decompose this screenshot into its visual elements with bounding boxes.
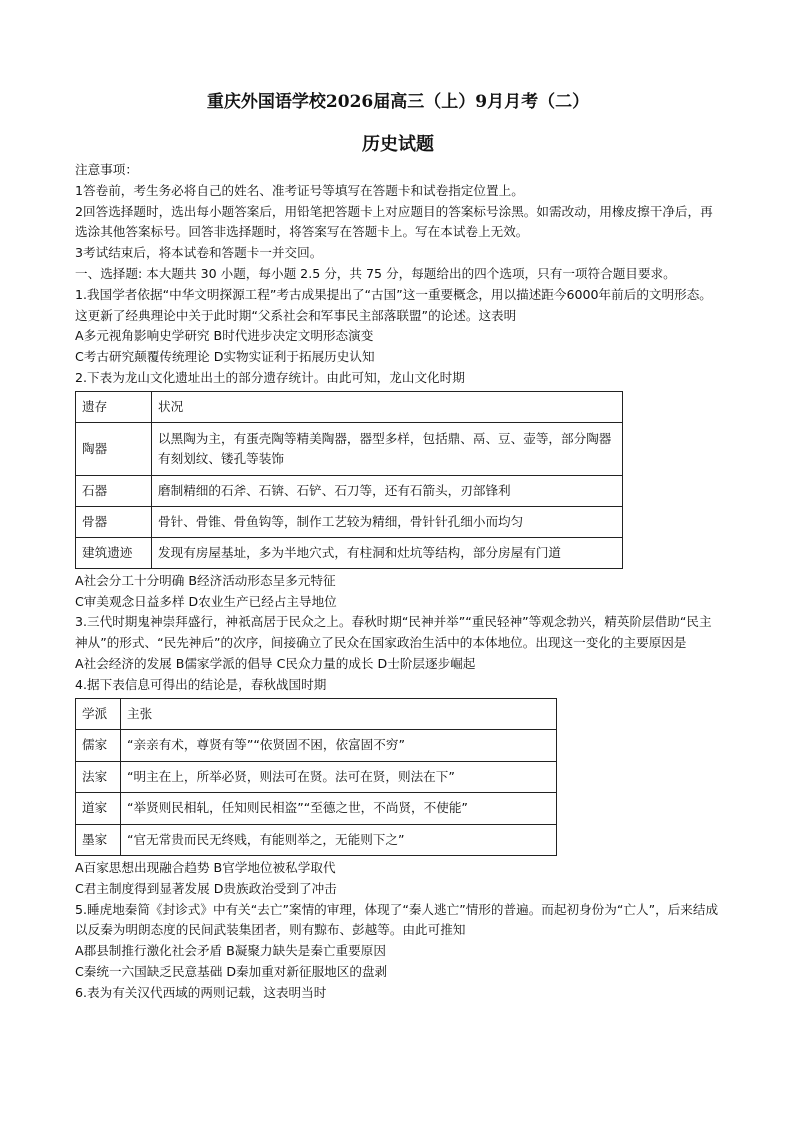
q4-table bbox=[75, 698, 557, 857]
exam-subtitle: 历史试题 bbox=[362, 134, 434, 155]
q4-stem: 4.据下表信息可得出的结论是，春秋战国时期 bbox=[75, 676, 327, 692]
table-header-cell: 状况 bbox=[152, 391, 623, 422]
table-row bbox=[76, 793, 557, 825]
section-heading: 一、选择题: 本大题共 30 小题，每小题 2.5 分，共 75 分，每题给出的四个选项，只有一项符合题目要求。 bbox=[75, 265, 676, 281]
q2-options-ab: A社会分工十分明确 B经济活动形态呈多元特征 bbox=[75, 572, 336, 588]
q1-stem: 1.我国学者依据“中华文明探源工程”考古成果提出了“古国”这一重要概念，用以描述距今6000年前后的文明形态。这更新了经典理论中关于此时期“父系社会和军事民主部落联盟”的论述。这表明 bbox=[75, 286, 712, 323]
table-row bbox=[76, 422, 623, 475]
note-item-2: 2回答选择题时，选出每小题答案后，用铅笔把答题卡上对应题目的答案标号涂黑。如需改动，用橡皮擦干净后，再选涂其他答案标号。回答非选择题时，将答案写在答题卡上。写在本试卷上无效。 bbox=[75, 203, 713, 240]
notes-heading: 注意事项： bbox=[75, 162, 138, 177]
table-cell: 以黑陶为主，有蛋壳陶等精美陶器，器型多样，包括鼎、鬲、豆、壶等，部分陶器有刻划纹、镂孔等装饰 bbox=[152, 422, 623, 475]
table-cell: “官无常贵而民无终贱，有能则举之，无能则下之” bbox=[121, 824, 557, 856]
q6-stem: 6.表为有关汉代西域的两则记载，这表明当时 bbox=[75, 984, 327, 1000]
table-cell: 骨器 bbox=[76, 506, 152, 537]
table-row bbox=[76, 761, 557, 793]
q5-stem: 5.睡虎地秦简《封诊式》中有关“去亡”案情的审理，体现了“秦人逃亡”情形的普遍。而起初身份为“亡人”，后来结成以反秦为明朗态度的民间武装集团者，则有黥布、彭越等。由此可推知 bbox=[75, 901, 719, 938]
q4-options-cd: C君主制度得到显著发展 D贵族政治受到了冲击 bbox=[75, 880, 337, 896]
table-cell: 石器 bbox=[76, 475, 152, 506]
table-cell: 儒家 bbox=[76, 730, 121, 762]
table-row bbox=[76, 475, 623, 506]
q3-stem: 3.三代时期鬼神崇拜盛行，神祇高居于民众之上。春秋时期“民神并举”“重民轻神”等观念勃兴，精英阶层借助“民主神从”的形式、“民先神后”的次序，间接确立了民众在国家政治生活中的本体地位。出现这一变化的主要原因是 bbox=[75, 614, 712, 651]
q5-options-ab: A郡县制推行激化社会矛盾 B凝聚力缺失是秦亡重要原因 bbox=[75, 943, 386, 959]
exam-body bbox=[75, 160, 721, 1004]
table-header-cell: 遗存 bbox=[76, 391, 152, 422]
note-item-1: 1答卷前，考生务必将自己的姓名、准考证号等填写在答题卡和试卷指定位置上。 bbox=[75, 182, 524, 198]
table-cell: 陶器 bbox=[76, 422, 152, 475]
table-cell: 发现有房屋基址，多为半地穴式，有柱洞和灶坑等结构，部分房屋有门道 bbox=[152, 537, 623, 568]
table-cell: 道家 bbox=[76, 793, 121, 825]
q5-options-cd: C秦统一六国缺乏民意基础 D秦加重对新征服地区的盘剥 bbox=[75, 964, 388, 980]
table-row bbox=[76, 506, 623, 537]
table-header-row bbox=[76, 698, 557, 730]
q3-options: A社会经济的发展 B儒家学派的倡导 C民众力量的成长 D士阶层逐步崛起 bbox=[75, 655, 476, 671]
table-header-row bbox=[76, 391, 623, 422]
table-row bbox=[76, 730, 557, 762]
q1-options-ab: A多元视角影响史学研究 B时代进步决定文明形态演变 bbox=[75, 328, 374, 344]
q2-table bbox=[75, 391, 623, 569]
table-cell: “明主在上，所举必贤，则法可在贤。法可在贤，则法在下” bbox=[121, 761, 557, 793]
exam-title: 重庆外国语学校2026届高三（上）9月月考（二） bbox=[206, 92, 590, 112]
q2-stem: 2.下表为龙山文化遗址出土的部分遗存统计。由此可知，龙山文化时期 bbox=[75, 369, 465, 385]
q2-options-cd: C审美观念日益多样 D农业生产已经占主导地位 bbox=[75, 593, 337, 609]
table-cell: 建筑遗迹 bbox=[76, 537, 152, 568]
table-cell: 法家 bbox=[76, 761, 121, 793]
table-header-cell: 学派 bbox=[76, 698, 121, 730]
table-cell: “亲亲有术，尊贤有等”“依贤固不困，依富固不穷” bbox=[121, 730, 557, 762]
table-cell: 骨针、骨锥、骨鱼钩等，制作工艺较为精细，骨针针孔细小而均匀 bbox=[152, 506, 623, 537]
table-cell: 墨家 bbox=[76, 824, 121, 856]
q4-options-ab: A百家思想出现融合趋势 B官学地位被私学取代 bbox=[75, 860, 336, 876]
table-cell: 磨制精细的石斧、石锛、石铲、石刀等，还有石箭头，刃部锋利 bbox=[152, 475, 623, 506]
table-header-cell: 主张 bbox=[121, 698, 557, 730]
note-item-3: 3考试结束后，将本试卷和答题卡一并交回。 bbox=[75, 245, 323, 261]
table-row bbox=[76, 537, 623, 568]
table-cell: “举贤则民相轧，任知则民相盗”“至德之世，不尚贤，不使能” bbox=[121, 793, 557, 825]
table-row bbox=[76, 824, 557, 856]
q1-options-cd: C考古研究颠覆传统理论 D实物实证利于拓展历史认知 bbox=[75, 349, 375, 365]
